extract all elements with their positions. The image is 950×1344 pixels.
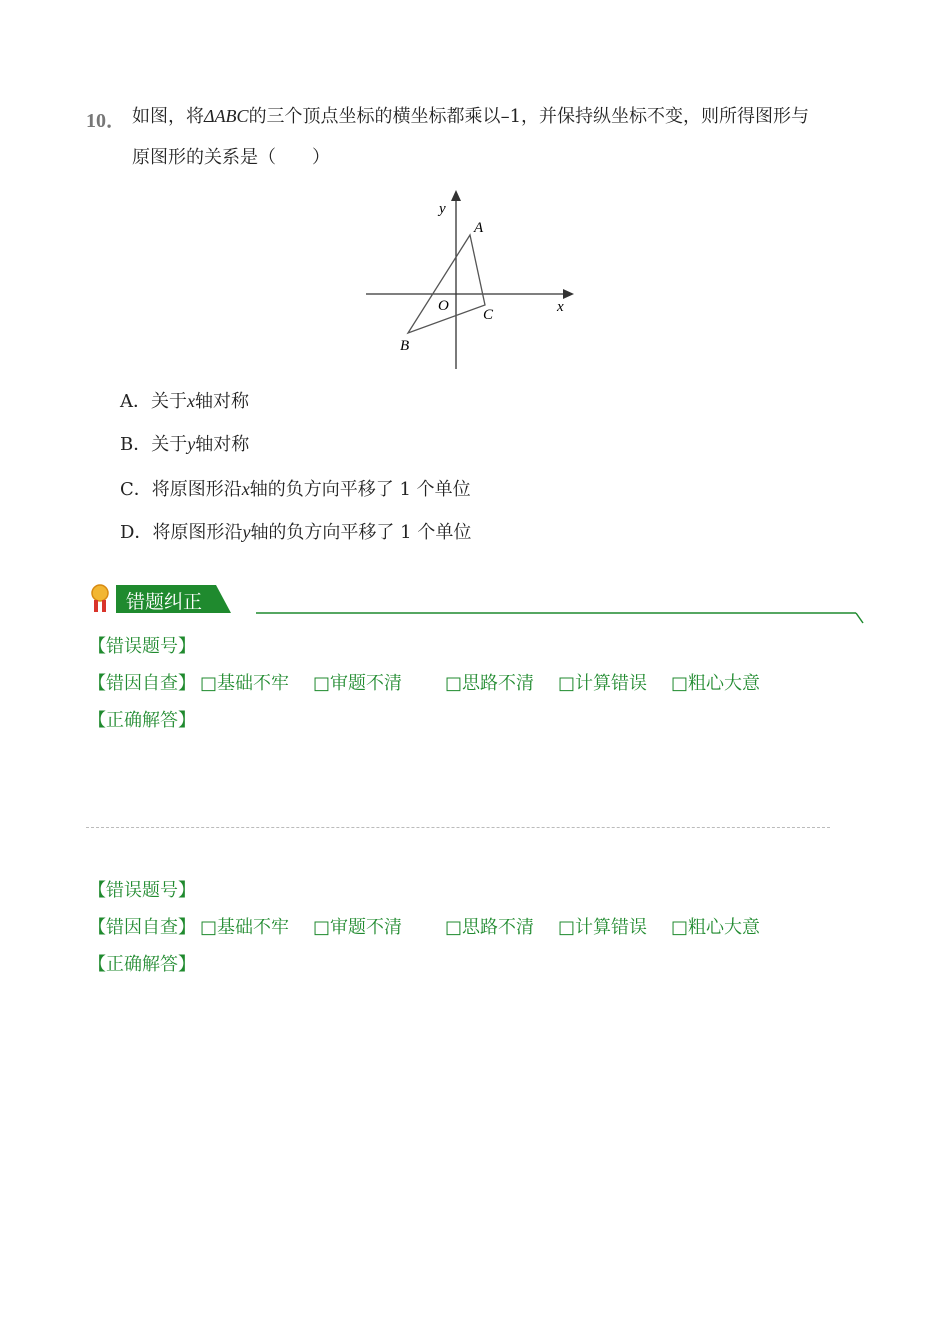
cause-row-1 xyxy=(88,673,196,695)
label-o: O xyxy=(438,298,449,314)
cause-option-foundation-1[interactable]: □基础不牢 xyxy=(200,673,290,694)
section-divider xyxy=(86,827,830,828)
option-b-pre: 关于 xyxy=(151,434,188,455)
option-b-post: 轴对称 xyxy=(195,434,250,455)
banner-title: 错题纠正 xyxy=(126,591,203,613)
medal-icon xyxy=(92,585,108,601)
option-d-post: 轴的负方向平移了 1 个单位 xyxy=(250,522,472,543)
cause-label-2: 【错因自查】 xyxy=(88,917,196,938)
label-a: A xyxy=(474,220,484,236)
question-stem-line1 xyxy=(132,105,809,128)
option-a[interactable] xyxy=(120,390,249,413)
option-d-pre: 将原图形沿 xyxy=(152,522,243,543)
option-a-letter: A． xyxy=(120,391,151,412)
label-b: B xyxy=(400,338,410,354)
stem-value: –1 xyxy=(500,106,522,127)
question-stem-line2: 原图形的关系是（ ） xyxy=(132,147,330,168)
option-c-post: 轴的负方向平移了 1 个单位 xyxy=(249,479,471,500)
option-c[interactable] xyxy=(120,478,471,501)
cause-option-calculation-1[interactable]: □计算错误 xyxy=(558,673,648,694)
wrong-number-label-1: 【错误题号】 xyxy=(88,636,196,657)
banner-graphic xyxy=(88,583,868,629)
cause-option-calculation-2[interactable]: □计算错误 xyxy=(558,917,648,938)
cause-label-1: 【错因自查】 xyxy=(88,673,196,694)
cause-option-careless-1[interactable]: □粗心大意 xyxy=(671,673,761,694)
option-a-var: x xyxy=(187,391,195,411)
y-axis-arrow xyxy=(451,190,461,201)
triangle-abc xyxy=(408,235,485,333)
question-number: 10． xyxy=(86,110,126,132)
stem-triangle: ΔABC xyxy=(204,106,249,126)
cause-option-thinking-2[interactable]: □思路不清 xyxy=(445,917,535,938)
label-c: C xyxy=(483,307,494,323)
medal-ribbon-right xyxy=(102,600,106,612)
cause-option-thinking-1[interactable]: □思路不清 xyxy=(445,673,535,694)
option-a-pre: 关于 xyxy=(151,391,187,412)
wrong-number-label-2: 【错误题号】 xyxy=(88,880,196,901)
option-a-post: 轴对称 xyxy=(195,391,249,412)
banner-line-tail xyxy=(856,613,863,623)
option-d-letter: D． xyxy=(120,522,153,543)
label-x: x xyxy=(557,299,564,315)
cause-option-foundation-2[interactable]: □基础不牢 xyxy=(200,917,290,938)
label-y: y xyxy=(439,201,446,217)
figure-svg xyxy=(360,185,590,375)
x-axis-arrow xyxy=(563,289,574,299)
option-c-var: x xyxy=(241,479,250,499)
stem-post: 的三个顶点坐标的横坐标都乘以 xyxy=(248,106,501,127)
error-correction-banner xyxy=(88,583,868,633)
option-d[interactable] xyxy=(120,521,471,544)
stem-pre: 如图，将 xyxy=(132,106,204,127)
stem-end: ，并保持纵坐标不变，则所得图形与 xyxy=(521,106,810,127)
option-b-var: y xyxy=(187,434,196,454)
option-c-letter: C． xyxy=(120,479,152,500)
coordinate-figure xyxy=(360,185,590,379)
cause-option-reading-1[interactable]: □审题不清 xyxy=(313,673,403,694)
cause-option-careless-2[interactable]: □粗心大意 xyxy=(671,917,761,938)
medal-ribbon-left xyxy=(94,600,98,612)
cause-option-reading-2[interactable]: □审题不清 xyxy=(313,917,403,938)
answer-label-2: 【正确解答】 xyxy=(88,954,196,975)
option-c-pre: 将原图形沿 xyxy=(151,479,242,500)
answer-label-1: 【正确解答】 xyxy=(88,710,196,731)
option-d-var: y xyxy=(242,522,251,542)
option-b[interactable] xyxy=(120,433,249,456)
option-b-letter: B． xyxy=(120,434,152,455)
